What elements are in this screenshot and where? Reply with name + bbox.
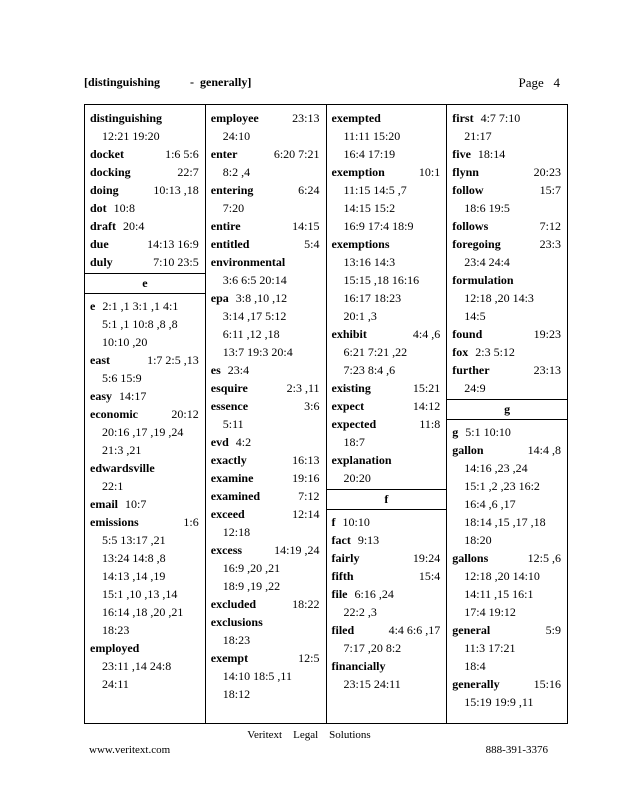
index-entry (206, 181, 326, 199)
index-entry (85, 639, 205, 657)
index-entry (447, 217, 567, 235)
index-refs: 2:3 5:12 (475, 345, 515, 359)
index-entry (85, 217, 205, 235)
index-term: exceed (210, 507, 245, 521)
index-term: e (90, 299, 96, 313)
index-entry (206, 235, 326, 253)
index-term: employed (90, 641, 140, 655)
index-entry (327, 109, 447, 127)
index-refs-continued: 18:20 (464, 533, 492, 547)
index-refs: 10:1 (418, 165, 441, 179)
index-refs-continued: 7:23 8:4 ,6 (343, 363, 396, 377)
index-refs: 7:12 (298, 489, 320, 503)
index-entry (206, 379, 326, 397)
index-refs-continued: 16:9 17:4 18:9 (343, 219, 414, 233)
index-term: environmental (210, 255, 286, 269)
index-term: five (452, 147, 471, 161)
index-term: flynn (452, 165, 479, 179)
index-refs-continued: 14:16 ,23 ,24 (464, 461, 528, 475)
index-term: email (90, 497, 118, 511)
index-term: exemptions (331, 237, 390, 251)
index-term: foregoing (452, 237, 501, 251)
index-refs: 7:10 23:5 (153, 255, 199, 269)
index-refs: 19:23 (533, 327, 561, 341)
index-entry (327, 235, 447, 253)
index-refs-continued: 18:23 (102, 623, 130, 637)
index-refs: 5:4 (304, 237, 320, 251)
index-entry (447, 549, 567, 567)
index-entry (447, 361, 567, 379)
index-column-2 (206, 105, 327, 723)
index-refs: 16:13 (292, 453, 320, 467)
index-term: formulation (452, 273, 514, 287)
index-refs: 14:15 (292, 219, 320, 233)
index-term: edwardsville (90, 461, 155, 475)
index-refs: 3:8 ,10 ,12 (235, 291, 288, 305)
index-entry (447, 271, 567, 289)
index-term: exempt (210, 651, 249, 665)
index-entry (85, 163, 205, 181)
index-refs-continued: 15:19 19:9 ,11 (464, 695, 534, 709)
index-term: evd (210, 435, 229, 449)
index-column-4 (447, 105, 567, 723)
index-term: further (452, 363, 490, 377)
index-entry (206, 253, 326, 271)
index-term: excess (210, 543, 243, 557)
index-entry (327, 451, 447, 469)
index-entry (85, 253, 205, 271)
index-term: epa (210, 291, 229, 305)
index-refs: 18:22 (292, 597, 320, 611)
index-refs-continued: 21:17 (464, 129, 492, 143)
index-refs: 20:12 (171, 407, 199, 421)
index-refs-continued: 24:11 (102, 677, 129, 691)
index-refs-continued: 7:17 ,20 8:2 (343, 641, 402, 655)
index-refs: 6:16 ,24 (354, 587, 394, 601)
index-refs: 5:1 10:10 (465, 425, 511, 439)
index-refs-continued: 17:4 19:12 (464, 605, 516, 619)
index-refs-continued: 8:2 ,4 (222, 165, 251, 179)
index-entry (327, 325, 447, 343)
index-refs: 19:24 (412, 551, 441, 565)
index-term: exactly (210, 453, 247, 467)
section-letter: g (447, 399, 567, 420)
index-refs-continued: 24:10 (222, 129, 251, 143)
index-refs: 9:13 (357, 533, 380, 547)
index-entry (327, 379, 447, 397)
word-index-table (84, 104, 568, 724)
index-entry (447, 675, 567, 693)
index-refs: 11:8 (419, 417, 441, 431)
index-entry (85, 387, 205, 405)
index-refs: 4:4 ,6 (412, 327, 441, 341)
index-entry (206, 397, 326, 415)
index-term: follows (452, 219, 489, 233)
index-refs: 20:23 (533, 165, 561, 179)
index-refs-continued: 7:20 (222, 201, 245, 215)
index-refs: 18:14 (477, 147, 506, 161)
index-term: expected (331, 417, 377, 431)
index-column-1 (85, 105, 206, 723)
index-refs-continued: 15:15 ,18 16:16 (343, 273, 420, 287)
index-term: filed (331, 623, 355, 637)
index-entry (206, 595, 326, 613)
index-term: draft (90, 219, 116, 233)
index-column-3 (327, 105, 448, 723)
section-letter: f (327, 489, 447, 510)
index-entry (327, 549, 447, 567)
index-entry (447, 181, 567, 199)
index-entry (206, 433, 326, 451)
index-entry (447, 621, 567, 639)
index-entry (327, 513, 447, 531)
index-term: g (452, 425, 459, 439)
index-term: explanation (331, 453, 392, 467)
index-refs-continued: 11:15 14:5 ,7 (343, 183, 407, 197)
index-refs-continued: 14:11 ,15 16:1 (464, 587, 534, 601)
index-refs-continued: 16:14 ,18 ,20 ,21 (102, 605, 184, 619)
index-entry (85, 145, 205, 163)
index-refs: 10:7 (125, 497, 147, 511)
index-refs: 23:13 (533, 363, 561, 377)
index-refs: 2:3 ,11 (286, 381, 320, 395)
index-entry (206, 469, 326, 487)
index-term: exhibit (331, 327, 367, 341)
index-term: dot (90, 201, 107, 215)
footer-company: Veritext Legal Solutions (247, 729, 371, 741)
index-entry (327, 415, 447, 433)
index-refs: 22:7 (177, 165, 199, 179)
footer-phone: 888-391-3376 (485, 744, 548, 756)
index-refs-continued: 16:4 17:19 (343, 147, 396, 161)
index-refs: 5:9 (545, 623, 561, 637)
index-term: excluded (210, 597, 257, 611)
index-term: es (210, 363, 221, 377)
index-term: fairly (331, 551, 360, 565)
index-refs: 10:10 (342, 515, 370, 529)
index-entry (206, 289, 326, 307)
index-entry (447, 343, 567, 361)
index-refs: 12:14 (292, 507, 320, 521)
index-refs-continued: 18:6 19:5 (464, 201, 510, 215)
index-refs: 14:13 16:9 (147, 237, 199, 251)
index-refs-continued: 14:13 ,14 ,19 (102, 569, 166, 583)
index-refs-continued: 3:6 6:5 20:14 (222, 273, 287, 287)
index-entry (447, 145, 567, 163)
index-refs-continued: 13:24 14:8 ,8 (102, 551, 166, 565)
index-refs-continued: 11:3 17:21 (464, 641, 516, 655)
index-term: distinguishing (90, 111, 163, 125)
index-term: easy (90, 389, 112, 403)
index-refs-continued: 13:7 19:3 20:4 (222, 345, 293, 359)
index-refs: 10:13 ,18 (153, 183, 199, 197)
index-term: generally (452, 677, 500, 691)
index-entry (85, 495, 205, 513)
index-refs-continued: 23:15 24:11 (343, 677, 401, 691)
index-refs-continued: 6:21 7:21 ,22 (343, 345, 408, 359)
index-refs: 14:12 (412, 399, 441, 413)
index-refs-continued: 16:9 ,20 ,21 (222, 561, 281, 575)
index-refs: 1:6 5:6 (165, 147, 199, 161)
index-refs: 23:13 (292, 111, 320, 125)
index-refs: 1:7 2:5 ,13 (147, 353, 199, 367)
index-refs: 14:17 (119, 389, 147, 403)
index-refs: 23:3 (539, 237, 561, 251)
index-refs: 4:2 (235, 435, 252, 449)
index-entry (206, 487, 326, 505)
index-refs: 1:6 (183, 515, 199, 529)
index-refs: 15:4 (418, 569, 441, 583)
index-refs-continued: 16:17 18:23 (343, 291, 402, 305)
index-term: file (331, 587, 348, 601)
index-entry (85, 235, 205, 253)
index-term: found (452, 327, 483, 341)
index-refs: 4:7 7:10 (480, 111, 521, 125)
index-term: due (90, 237, 109, 251)
index-refs-continued: 18:12 (222, 687, 251, 701)
index-refs-continued: 18:14 ,15 ,17 ,18 (464, 515, 546, 529)
index-refs: 10:8 (113, 201, 136, 215)
index-refs-continued: 18:23 (222, 633, 251, 647)
index-refs-continued: 20:16 ,17 ,19 ,24 (102, 425, 184, 439)
index-entry (85, 459, 205, 477)
index-refs-continued: 14:10 18:5 ,11 (222, 669, 292, 683)
index-refs-continued: 5:1 ,1 10:8 ,8 ,8 (102, 317, 178, 331)
index-entry (206, 451, 326, 469)
index-refs-continued: 20:20 (343, 471, 371, 485)
index-term: docking (90, 165, 131, 179)
index-term: f (331, 515, 336, 529)
index-entry (327, 397, 447, 415)
index-entry (85, 109, 205, 127)
page-number: Page 4 (518, 75, 560, 90)
index-entry (206, 613, 326, 631)
index-term: exempted (331, 111, 381, 125)
index-refs-continued: 6:11 ,12 ,18 (222, 327, 280, 341)
section-letter: e (85, 273, 205, 294)
index-refs-continued: 15:1 ,10 ,13 ,14 (102, 587, 178, 601)
index-term: examined (210, 489, 261, 503)
index-term: economic (90, 407, 138, 421)
index-entry (206, 145, 326, 163)
index-term: existing (331, 381, 371, 395)
index-entry (327, 531, 447, 549)
index-term: doing (90, 183, 119, 197)
index-term: examine (210, 471, 254, 485)
index-refs-continued: 14:5 (464, 309, 486, 323)
index-refs-continued: 22:1 (102, 479, 124, 493)
index-refs: 3:6 (304, 399, 320, 413)
index-refs-continued: 12:18 ,20 14:10 (464, 569, 540, 583)
index-refs-continued: 13:16 14:3 (343, 255, 396, 269)
index-entry (85, 199, 205, 217)
index-refs: 14:4 ,8 (527, 443, 561, 457)
index-refs-continued: 12:21 19:20 (102, 129, 160, 143)
index-term: general (452, 623, 491, 637)
index-entry (447, 423, 567, 441)
index-refs-continued: 15:1 ,2 ,23 16:2 (464, 479, 540, 493)
index-term: emissions (90, 515, 139, 529)
index-refs: 20:4 (123, 219, 145, 233)
index-refs: 6:24 (298, 183, 320, 197)
index-entry (206, 217, 326, 235)
index-refs-continued: 10:10 ,20 (102, 335, 148, 349)
index-refs: 15:21 (412, 381, 441, 395)
index-term: gallon (452, 443, 484, 457)
index-refs-continued: 5:5 13:17 ,21 (102, 533, 166, 547)
index-entry (447, 109, 567, 127)
index-term: essence (210, 399, 249, 413)
index-refs-continued: 5:11 (222, 417, 244, 431)
index-refs: 6:20 7:21 (273, 147, 320, 161)
index-term: financially (331, 659, 386, 673)
index-entry (206, 109, 326, 127)
index-refs: 4:4 6:6 ,17 (388, 623, 441, 637)
index-entry (206, 649, 326, 667)
footer-website: www.veritext.com (89, 744, 171, 756)
index-term: esquire (210, 381, 248, 395)
index-term: exemption (331, 165, 385, 179)
index-refs: 7:12 (539, 219, 561, 233)
index-entry (85, 351, 205, 369)
index-entry (85, 181, 205, 199)
index-term: east (90, 353, 110, 367)
index-term: fact (331, 533, 351, 547)
index-term: entering (210, 183, 254, 197)
index-refs-continued: 24:9 (464, 381, 486, 395)
index-term: enter (210, 147, 238, 161)
index-refs-continued: 22:2 ,3 (343, 605, 377, 619)
index-entry (85, 405, 205, 423)
index-term: employee (210, 111, 259, 125)
index-entry (327, 163, 447, 181)
index-entry (447, 325, 567, 343)
index-refs: 19:16 (292, 471, 320, 485)
index-refs-continued: 3:14 ,17 5:12 (222, 309, 287, 323)
index-refs: 12:5 ,6 (527, 551, 561, 565)
index-refs-continued: 21:3 ,21 (102, 443, 142, 457)
index-refs: 12:5 (298, 651, 320, 665)
header-range: [distinguishing - generally] (84, 75, 252, 89)
index-refs-continued: 5:6 15:9 (102, 371, 142, 385)
index-refs-continued: 23:4 24:4 (464, 255, 510, 269)
index-entry (206, 505, 326, 523)
index-refs-continued: 20:1 ,3 (343, 309, 377, 323)
index-entry (327, 567, 447, 585)
index-term: fox (452, 345, 469, 359)
index-refs-continued: 12:18 ,20 14:3 (464, 291, 534, 305)
index-entry (206, 361, 326, 379)
index-entry (447, 441, 567, 459)
index-refs-continued: 18:9 ,19 ,22 (222, 579, 281, 593)
index-refs-continued: 18:4 (464, 659, 486, 673)
index-entry (327, 585, 447, 603)
index-term: follow (452, 183, 484, 197)
index-entry (447, 235, 567, 253)
index-entry (206, 541, 326, 559)
index-term: entire (210, 219, 241, 233)
index-refs-continued: 12:18 (222, 525, 251, 539)
index-term: entitled (210, 237, 250, 251)
index-term: duly (90, 255, 113, 269)
index-term: fifth (331, 569, 354, 583)
index-entry (447, 163, 567, 181)
index-refs-continued: 23:11 ,14 24:8 (102, 659, 172, 673)
index-term: first (452, 111, 474, 125)
index-term: gallons (452, 551, 489, 565)
index-refs: 2:1 ,1 3:1 ,1 4:1 (102, 299, 179, 313)
index-refs: 15:16 (533, 677, 561, 691)
index-entry (327, 657, 447, 675)
index-term: docket (90, 147, 124, 161)
index-refs: 23:4 (227, 363, 250, 377)
index-term: exclusions (210, 615, 263, 629)
index-refs-continued: 16:4 ,6 ,17 (464, 497, 516, 511)
index-refs-continued: 11:11 15:20 (343, 129, 401, 143)
index-entry (327, 621, 447, 639)
index-entry (85, 297, 205, 315)
index-term: expect (331, 399, 365, 413)
index-refs: 14:19 ,24 (274, 543, 320, 557)
index-entry (85, 513, 205, 531)
index-refs: 15:7 (539, 183, 561, 197)
index-refs-continued: 14:15 15:2 (343, 201, 396, 215)
index-refs-continued: 18:7 (343, 435, 365, 449)
